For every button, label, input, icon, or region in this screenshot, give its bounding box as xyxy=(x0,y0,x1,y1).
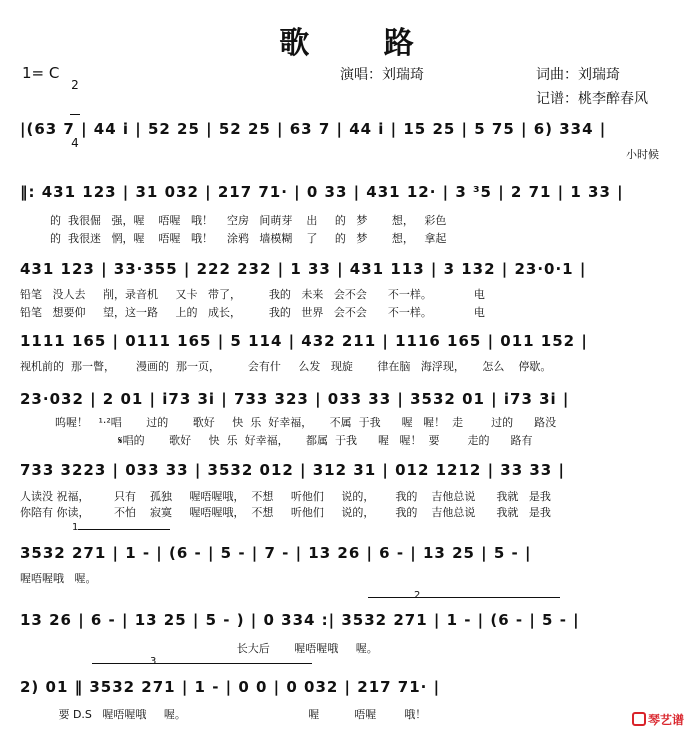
transcriber-credit: 记谱：桃李醉春风 xyxy=(536,91,648,107)
lyric-row-7: 喔唔喔哦 喔。 xyxy=(20,572,97,585)
notation-row-1: |(63 7 | 44 i | 52 25 | 52 25 | 63 7 | 44 i | 15 25 | 5 75 | 6) 334 | xyxy=(20,120,607,138)
notation-row-5: 23·032 | 2 01 | i73 3i | 733 323 | 033 33 | 3532 01 | i73 3i | xyxy=(20,390,570,408)
notation-row-4: 1111 165 | 0111 165 | 5 114 | 432 211 | 1116 165 | 011 152 | xyxy=(20,332,588,350)
lyric-row-6a: 人读没 祝福， 只有 孤独 喔唔喔哦， 不想 听他们 说的， 我的 吉他总说 我就 是我 xyxy=(20,490,551,503)
lyric-row-5b: 𝄋唱的 歌好 快 乐 好幸福， 都属 于我 喔 喔！ 要 走的 路有 xyxy=(20,434,533,447)
lyric-row-6b: 你陪有 你读， 不怕 寂寞 喔唔喔哦， 不想 听他们 说的， 我的 吉他总说 我就 是我 xyxy=(20,506,551,519)
volta-3-label: 3 xyxy=(150,656,157,667)
lyric-row-4: 视机前的 那一瞥， 漫画的 那一页， 会有什 么发 现旋 律在脑 海浮现， 怎么 停歇。 xyxy=(20,360,552,373)
notation-row-8: 13 26 | 6 - | 13 25 | 5 - ) | 0 334 :| 3532 271 | 1 - | (6 - | 5 - | xyxy=(20,611,580,629)
time-signature-bottom: 4 xyxy=(71,136,79,150)
volta-2-label: 2 xyxy=(414,590,421,601)
volta-3-line xyxy=(92,663,312,664)
time-signature-top: 2 xyxy=(71,78,79,92)
composer-credit: 词曲：刘瑞琦 xyxy=(536,67,620,83)
watermark-logo-icon xyxy=(632,712,646,726)
volta-1-label: 1 xyxy=(72,522,79,533)
volta-2-line xyxy=(368,597,560,598)
lyric-row-2b: 的 我很迷 惘，喔 唔喔 哦！ 涂鸦 墙模糊 了 的 梦 想， 拿起 xyxy=(50,232,447,245)
lyric-row-5a: 呜喔！ ¹·²唱 过的 歌好 快 乐 好幸福， 不属 于我 喔 喔！ 走 过的 路没 xyxy=(20,416,557,429)
singer-credit: 演唱：刘瑞琦 xyxy=(340,67,424,83)
key-signature: 1= C xyxy=(22,64,60,82)
lyric-row-3a: 铅笔 没人去 削，录音机 又卡 带了， 我的 未来 会不会 不一样。 电 xyxy=(20,288,485,301)
volta-1-line xyxy=(78,529,170,530)
notation-row-9: 2) 01 ‖ 3532 271 | 1 - | 0 0 | 0 032 | 217 71· | xyxy=(20,678,441,696)
notation-row-7: 3532 271 | 1 - | (6 - | 5 - | 7 - | 13 26 | 6 - | 13 25 | 5 - | xyxy=(20,544,532,562)
notation-row-3: 431 123 | 33·355 | 222 232 | 1 33 | 431 113 | 3 132 | 23·0·1 | xyxy=(20,260,587,278)
lyric-row-2a: 的 我很倔 强，喔 唔喔 哦！ 空房 间萌芽 出 的 梦 想， 彩色 xyxy=(50,214,447,227)
lyric-row-9: 要 D.S 喔唔喔哦 喔。 喔 唔喔 哦！ xyxy=(20,708,427,721)
lyric-row-8: 长大后 喔唔喔哦 喔。 xyxy=(20,642,378,655)
notation-row-6: 733 3223 | 033 33 | 3532 012 | 312 31 | 012 1212 | 33 33 | xyxy=(20,461,565,479)
watermark-text: 琴艺谱 xyxy=(648,713,685,727)
song-title: 歌 路 xyxy=(279,26,446,61)
lyric-row-3b: 铅笔 想要仰 望，这一路 上的 成长， 我的 世界 会不会 不一样。 电 xyxy=(20,306,485,319)
notation-row-2: ‖: 431 123 | 31 032 | 217 71· | 0 33 | 431 12· | 3 ³5 | 2 71 | 1 33 | xyxy=(20,183,624,201)
lyric-row-1: 小时候 xyxy=(626,148,659,161)
time-signature xyxy=(70,58,80,160)
